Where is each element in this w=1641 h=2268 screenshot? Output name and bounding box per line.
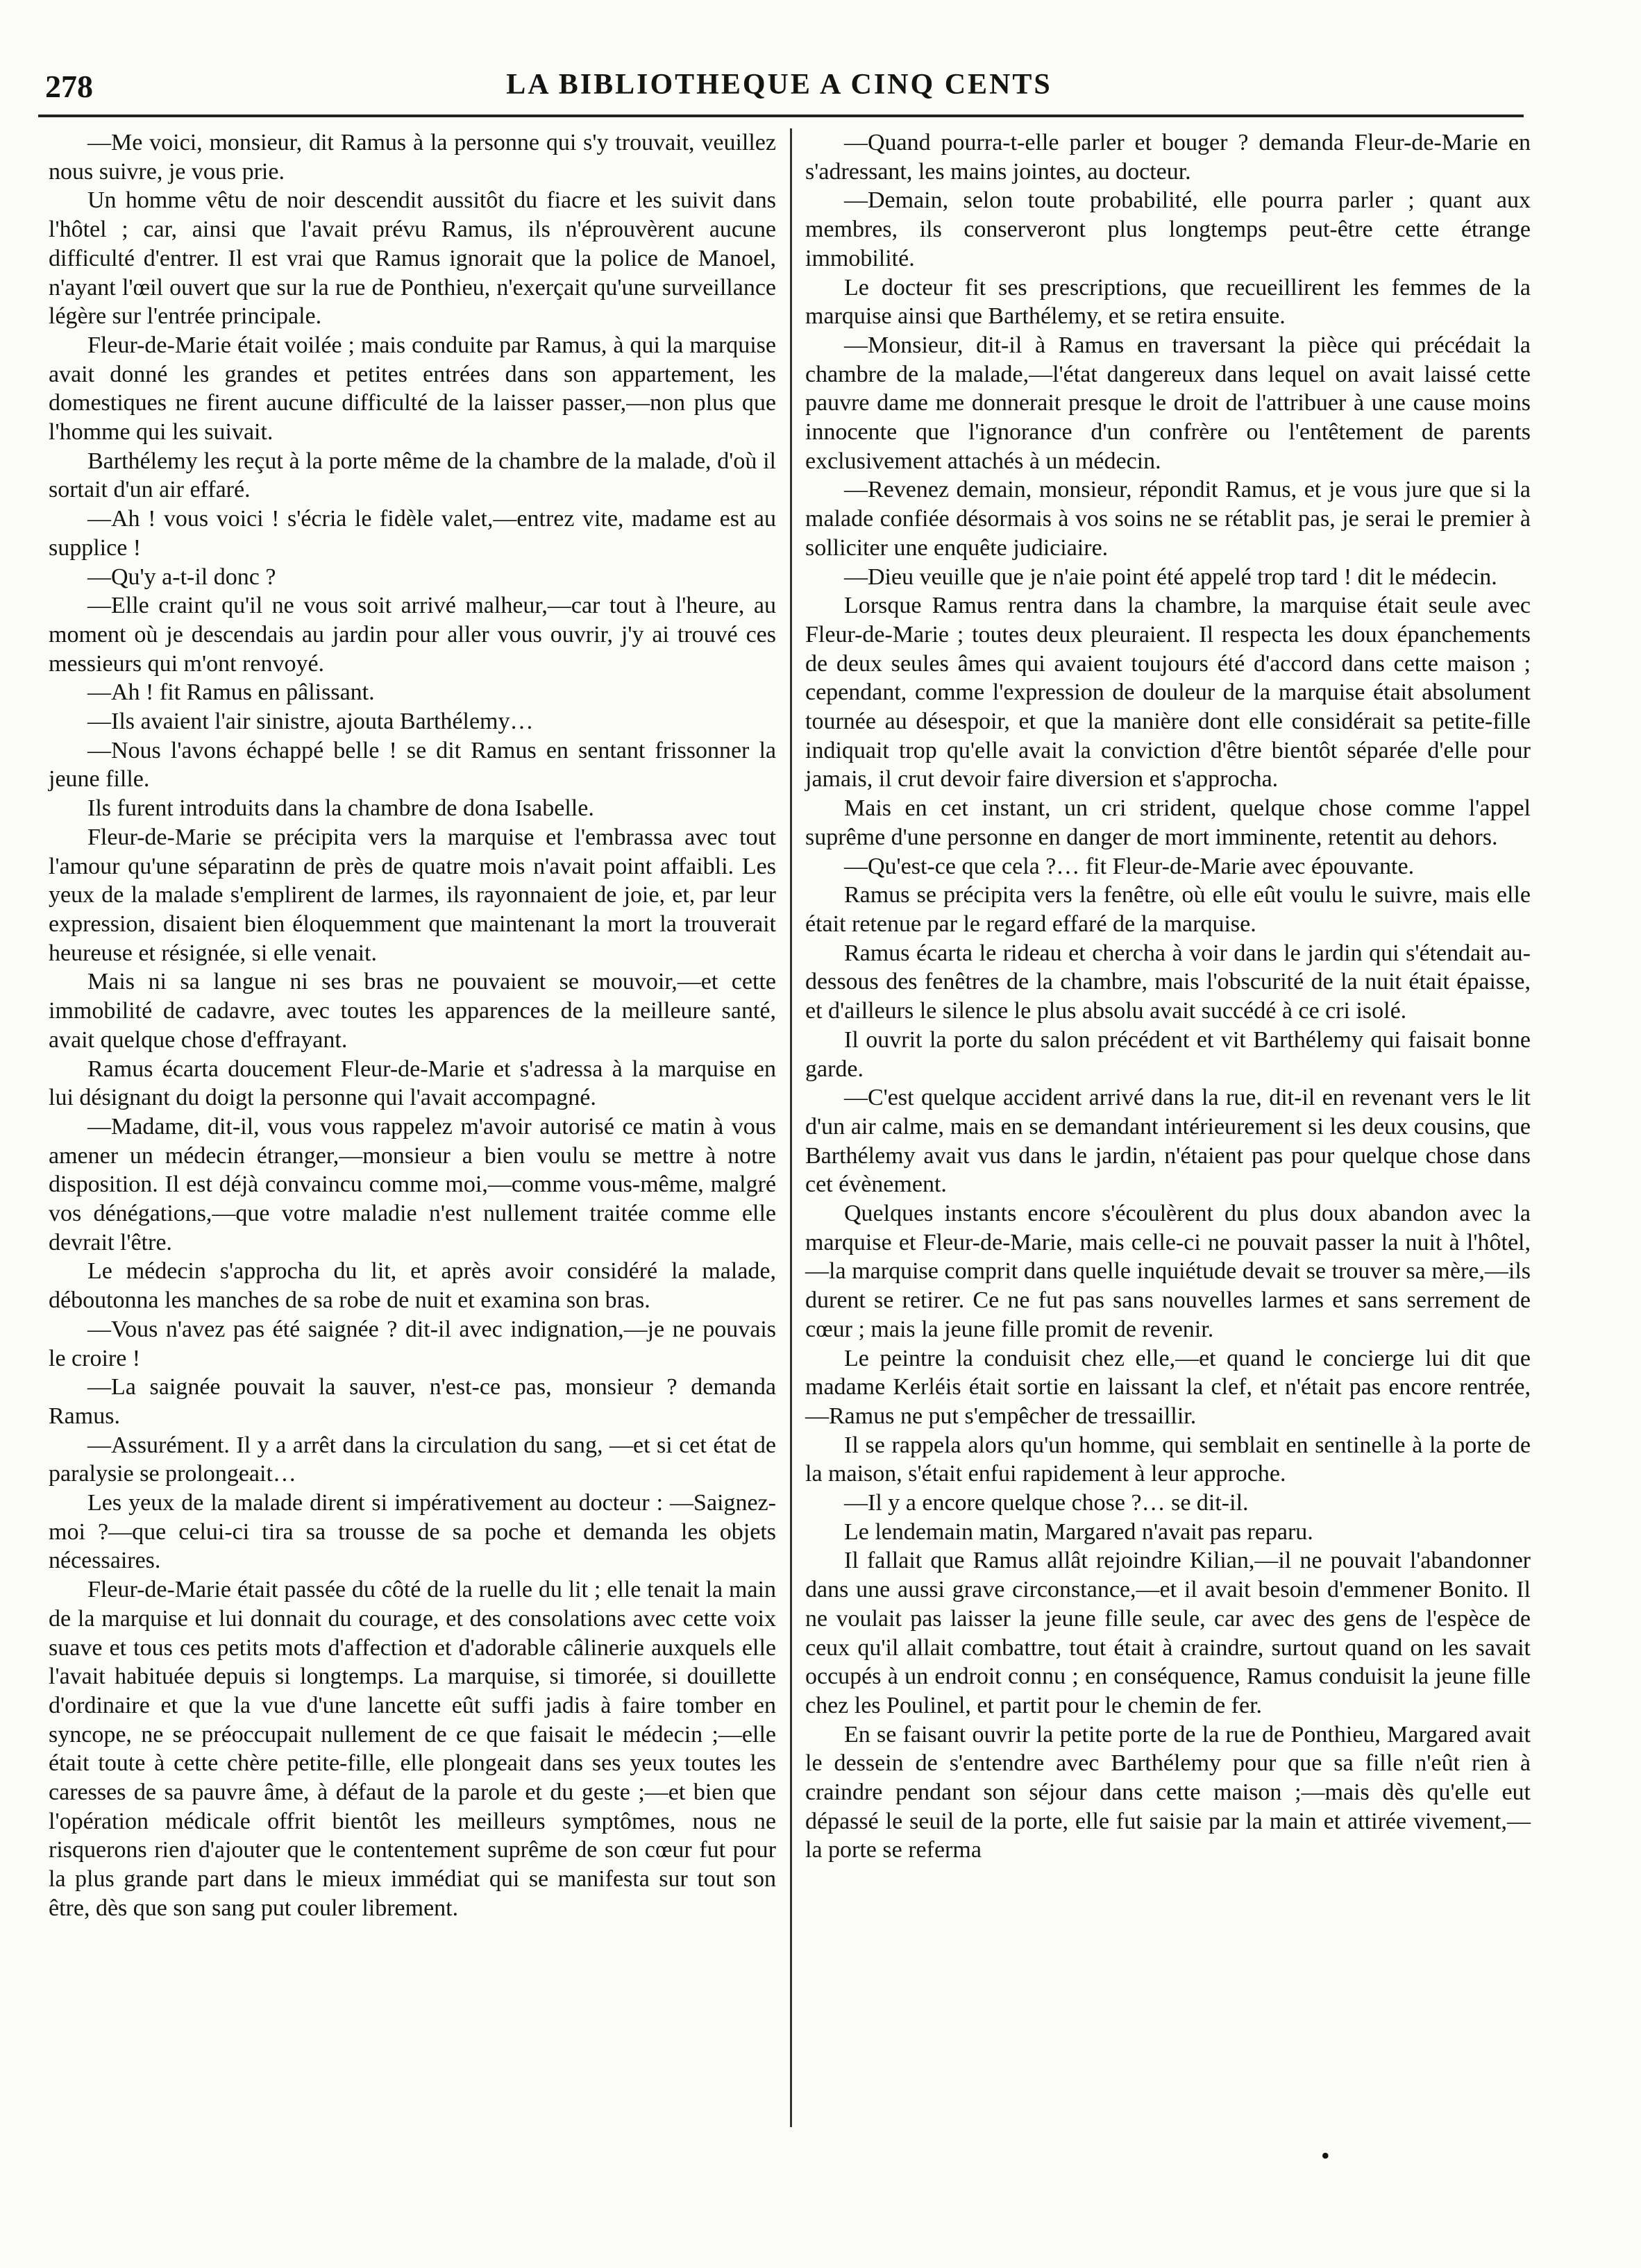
paragraph: Barthélemy les reçut à la porte même de la chambre de la malade, d'où il sortait d'un air effaré. [49, 448, 776, 503]
paragraph: —La saignée pouvait la sauver, n'est-ce pas, monsieur ? demanda Ramus. [49, 1374, 776, 1429]
paragraph: Il se rappela alors qu'un homme, qui semblait en sentinelle à la porte de la maison, s'était enfui rapidement à leur approche. [805, 1432, 1531, 1487]
paragraph: Le docteur fit ses prescriptions, que recueillirent les femmes de la marquise ainsi que Barthélemy, et se retira ensuite. [805, 274, 1531, 330]
paragraph: Ils furent introduits dans la chambre de dona Isabelle. [87, 795, 594, 822]
paragraph: —Qu'est-ce que cela ?… fit Fleur-de-Marie avec épouvante. [844, 853, 1415, 879]
paragraph: —Madame, dit-il, vous vous rappelez m'avoir autorisé ce matin à vous amener un médecin étranger,—monsieur a bien voulu se mettre à notre disposition. Il est déjà convaincu comme moi,—comme vous-même, malgré vos dénégations,—que votre maladie n'est nullement traitée comme elle devrait l'être. [49, 1113, 776, 1255]
paragraph: Il fallait que Ramus allât rejoindre Kilian,—il ne pouvait l'abandonner dans une aussi grave circonstance,—et il avait besoin d'emmener Bonito. Il ne voulait pas laisser la jeune fille seule, car avec des gens de l'espèce de ceux qu'il allait combattre, tout était à craindre, surtout quand on les savait occupés à un endroit connu ; en conséquence, Ramus conduisit la jeune fille chez les Poulinel, et partit pour le chemin de fer. [805, 1548, 1531, 1718]
paragraph: —C'est quelque accident arrivé dans la rue, dit-il en revenant vers le lit d'un air calme, mais en se demandant intérieurement si les deux cousins, que Barthélemy avait vus dans le jardin, n'étaient pas pour quelque chose dans cet évènement. [805, 1085, 1531, 1198]
page-end-mark: • [1321, 2142, 1330, 2169]
paragraph: —Revenez demain, monsieur, répondit Ramus, et je vous jure que si la malade confiée désormais à vos soins ne se rétablit pas, je serai le premier à solliciter une enquête judiciaire. [805, 477, 1531, 561]
page-header [38, 62, 1520, 111]
paragraph: —Qu'y a-t-il donc ? [87, 564, 276, 590]
paragraph: Un homme vêtu de noir descendit aussitôt du fiacre et les suivit dans l'hôtel ; car, ainsi que l'avait prévu Ramus, ils n'éprouvèrent aucune difficulté d'entrer. Il est vrai que Ramus ignorait que la police de Manoel, n'ayant l'œil ouvert que sur la rue de Ponthieu, n'exerçait qu'une surveillance légère sur l'entrée principale. [49, 187, 776, 330]
paragraph: Le médecin s'approcha du lit, et après avoir considéré la malade, déboutonna les manches de sa robe de nuit et examina son bras. [49, 1258, 776, 1314]
paragraph: —Demain, selon toute probabilité, elle pourra parler ; quant aux membres, ils conserveront plus longtemps peut-être cette étrange immobilité. [805, 187, 1531, 271]
paragraph: Les yeux de la malade dirent si impérativement au docteur : —Saignez-moi ?—que celui-ci tira sa trousse de sa poche et demanda les objets nécessaires. [49, 1490, 776, 1574]
paragraph: —Me voici, monsieur, dit Ramus à la personne qui s'y trouvait, veuillez nous suivre, je vous prie. [49, 130, 776, 185]
paragraph: —Monsieur, dit-il à Ramus en traversant la pièce qui précédait la chambre de la malade,—l'état dangereux dans lequel on avait laissé cette pauvre dame me donnerait presque le droit de l'attribuer à une cause moins innocente que l'ignorance d'un confrère ou l'entêtement de parents exclusivement attachés à un médecin. [805, 332, 1531, 474]
paragraph: —Ah ! fit Ramus en pâlissant. [87, 679, 375, 706]
paragraph: —Ils avaient l'air sinistre, ajouta Barthélemy… [87, 709, 534, 735]
paragraph: —Dieu veuille que je n'aie point été appelé trop tard ! dit le médecin. [844, 564, 1497, 590]
paragraph: —Assurément. Il y a arrêt dans la circulation du sang, —et si cet état de paralysie se prolongeait… [49, 1432, 776, 1487]
right-column [805, 128, 1531, 1865]
left-column [49, 128, 776, 1923]
paragraph: En se faisant ouvrir la petite porte de la rue de Ponthieu, Margared avait le dessein de s'entendre avec Barthélemy pour que sa fille n'eût rien à craindre pendant son séjour dans cette maison ;—mais dès qu'elle eut dépassé le seuil de la porte, elle fut saisie par la main et attirée vivement,—la porte se referma [805, 1721, 1531, 1863]
paragraph: Ramus se précipita vers la fenêtre, où elle eût voulu le suivre, mais elle était retenue par le regard effaré de la marquise. [805, 882, 1531, 937]
paragraph: —Elle craint qu'il ne vous soit arrivé malheur,—car tout à l'heure, au moment où je descendais au jardin pour aller vous ouvrir, j'y ai trouvé ces messieurs qui m'ont renvoyé. [49, 593, 776, 677]
paragraph: Il ouvrit la porte du salon précédent et vit Barthélemy qui faisait bonne garde. [805, 1026, 1531, 1082]
paragraph: —Quand pourra-t-elle parler et bouger ? demanda Fleur-de-Marie en s'adressant, les mains jointes, au docteur. [805, 130, 1531, 185]
paragraph: Quelques instants encore s'écoulèrent du plus doux abandon avec la marquise et Fleur-de-Marie, mais celle-ci ne pouvait passer la nuit à l'hôtel,—la marquise comprit dans quelle inquiétude devait se trouver sa mère,—ils durent se retirer. Ce ne fut pas sans nouvelles larmes et sans serrement de cœur ; mais la jeune fille promit de revenir. [805, 1201, 1531, 1342]
paragraph: Ramus écarta le rideau et chercha à voir dans le jardin qui s'étendait au-dessous des fenêtres de la chambre, mais l'obscurité de la nuit était épaisse, et d'ailleurs le silence le plus absolu avait succédé à ce cri isolé. [805, 940, 1531, 1024]
paragraph: Fleur-de-Marie était voilée ; mais conduite par Ramus, à qui la marquise avait donné les grandes et petites entrées dans son appartement, les domestiques ne firent aucune difficulté de la laisser passer,—non plus que l'homme qui les suivait. [49, 332, 776, 446]
paragraph: Le peintre la conduisit chez elle,—et quand le concierge lui dit que madame Kerléis était sortie en laissant la clef, et n'était pas encore rentrée,—Ramus ne put s'empêcher de tressaillir. [805, 1345, 1531, 1429]
paragraph: Mais ni sa langue ni ses bras ne pouvaient se mouvoir,—et cette immobilité de cadavre, avec toutes les apparences de la meilleure santé, avait quelque chose d'effrayant. [49, 969, 776, 1053]
column-divider [790, 128, 792, 2127]
paragraph: Le lendemain matin, Margared n'avait pas reparu. [844, 1518, 1313, 1545]
page-number: 278 [45, 69, 93, 104]
running-title: LA BIBLIOTHEQUE A CINQ CENTS [506, 69, 1052, 101]
paragraph: Fleur-de-Marie était passée du côté de la ruelle du lit ; elle tenait la main de la marquise et lui donnait du courage, et des consolations avec cette voix suave et tous ces petits mots d'affection et d'adorable câlinerie auxquels elle l'avait habituée depuis si longtemps. La marquise, si timorée, si douillette d'ordinaire et que la vue d'une lancette eût suffi jadis à faire tomber en syncope, ne se préoccupait nullement de ce que faisait le médecin ;—elle était toute à cette chère petite-fille, elle plongeait dans ses yeux toutes les caresses de sa pauvre âme, à défaut de la parole et du geste ;—et bien que l'opération médicale offrit bientôt les meilleurs symptômes, nous ne risquerons rien d'ajouter que le contentement suprême de son cœur fut pour la plus grande part dans le mieux immédiat qui se manifesta sur tout son être, dès que son sang put couler librement. [49, 1577, 776, 1921]
paragraph: —Il y a encore quelque chose ?… se dit-il. [844, 1490, 1249, 1516]
paragraph: —Vous n'avez pas été saignée ? dit-il avec indignation,—je ne pouvais le croire ! [49, 1316, 776, 1371]
paragraph: Ramus écarta doucement Fleur-de-Marie et s'adressa à la marquise en lui désignant du doigt la personne qui l'avait accompagné. [49, 1056, 776, 1111]
paragraph: Mais en cet instant, un cri strident, quelque chose comme l'appel suprême d'une personne en danger de mort imminente, retentit au dehors. [805, 795, 1531, 850]
paragraph: Lorsque Ramus rentra dans la chambre, la marquise était seule avec Fleur-de-Marie ; toutes deux pleuraient. Il respecta les doux épanchements de deux seules âmes qui avaient toujours été d'accord dans cette maison ; cependant, comme l'expression de douleur de la marquise était absolument tournée au désespoir, et que la manière dont elle considérait sa petite-fille indiquait trop qu'elle avait la conviction d'être bientôt séparée d'elle pour jamais, il crut devoir faire diversion et s'approcha. [805, 593, 1531, 793]
paragraph: —Nous l'avons échappé belle ! se dit Ramus en sentant frissonner la jeune fille. [49, 737, 776, 793]
paragraph: —Ah ! vous voici ! s'écria le fidèle valet,—entrez vite, madame est au supplice ! [49, 506, 776, 561]
header-rule [38, 115, 1524, 117]
paragraph: Fleur-de-Marie se précipita vers la marquise et l'embrassa avec tout l'amour qu'une séparatinn de près de quatre mois n'avait point affaibli. Les yeux de la malade s'emplirent de larmes, ils rayonnaient de joie, et, par leur expression, disaient bien éloquemment que maintenant la mort la trouverait heureuse et résignée, si elle venait. [49, 824, 776, 966]
